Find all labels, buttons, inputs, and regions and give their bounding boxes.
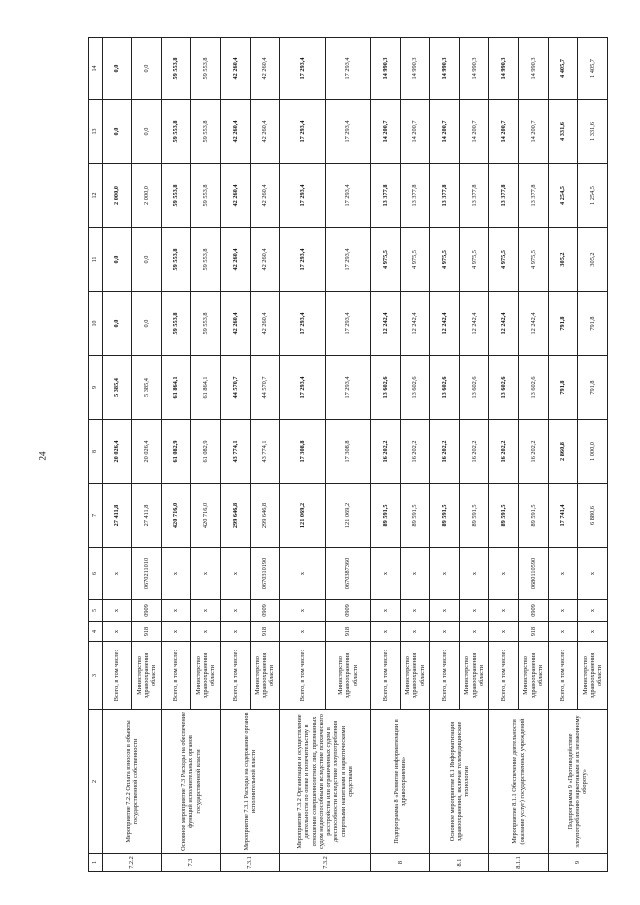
section-code: 0909: [519, 600, 549, 622]
target-article: x: [459, 548, 489, 600]
amount-cell: 4 975,5: [459, 228, 489, 292]
amount-cell: 0,0: [102, 228, 132, 292]
target-article: x: [430, 548, 460, 600]
amount-cell: 12 242,4: [400, 292, 430, 356]
amount-cell: 4 405,7: [548, 38, 578, 100]
row-name: Мероприятие 7.3.2 Организация и осуществление деятельности по опеке и попечительству в отношении совершеннолетних лиц, признанных судом недееспособными вследствие психического расстройства или ограниченных судом в дееспособности вследствие злоупотребления спиртными напитками и наркотическими средствами: [280, 710, 371, 854]
target-article: x: [578, 548, 608, 600]
executor: Всего, в том числе:: [371, 642, 401, 710]
amount-cell: 14 990,3: [430, 38, 460, 100]
amount-cell: 305,2: [578, 228, 608, 292]
amount-cell: 13 602,6: [489, 356, 519, 420]
target-article: x: [280, 548, 326, 600]
amount-cell: 61 864,1: [191, 356, 221, 420]
amount-cell: 14 990,3: [459, 38, 489, 100]
row-code: 7.3.2: [280, 854, 371, 872]
amount-cell: 4 975,5: [519, 228, 549, 292]
row-code: 7.2.2: [102, 854, 161, 872]
amount-cell: 13 377,8: [400, 164, 430, 228]
grbs-code: 918: [519, 622, 549, 642]
section-code: 0909: [325, 600, 371, 622]
grbs-code: x: [191, 622, 221, 642]
amount-cell: 4 975,5: [489, 228, 519, 292]
section-code: x: [459, 600, 489, 622]
target-article: 0670310190: [250, 548, 280, 600]
table-row: [430, 38, 460, 872]
section-code: x: [400, 600, 430, 622]
target-article: x: [191, 548, 221, 600]
amount-cell: 89 591,5: [489, 484, 519, 548]
amount-cell: 16 202,2: [400, 420, 430, 484]
amount-cell: 13 377,8: [459, 164, 489, 228]
amount-cell: 12 242,4: [371, 292, 401, 356]
amount-cell: 43 774,1: [220, 420, 250, 484]
amount-cell: 2 000,0: [132, 164, 162, 228]
amount-cell: 121 069,2: [280, 484, 326, 548]
amount-cell: 121 069,2: [325, 484, 371, 548]
section-code: x: [430, 600, 460, 622]
executor: Министерство здравоохранения области: [400, 642, 430, 710]
amount-cell: 16 202,2: [430, 420, 460, 484]
amount-cell: 2 000,0: [102, 164, 132, 228]
amount-cell: 42 260,4: [250, 292, 280, 356]
amount-cell: 299 646,8: [220, 484, 250, 548]
executor: Министерство здравоохранения области: [578, 642, 608, 710]
amount-cell: 5 385,4: [132, 356, 162, 420]
amount-cell: 0,0: [132, 228, 162, 292]
amount-cell: 0,0: [132, 38, 162, 100]
column-number: 11: [89, 228, 103, 292]
amount-cell: 13 377,8: [371, 164, 401, 228]
executor: Министерство здравоохранения области: [132, 642, 162, 710]
column-number: 10: [89, 292, 103, 356]
amount-cell: 16 202,2: [489, 420, 519, 484]
amount-cell: 20 026,4: [102, 420, 132, 484]
amount-cell: 17 308,8: [280, 420, 326, 484]
amount-cell: 17 293,4: [280, 100, 326, 164]
executor: Всего, в том числе:: [161, 642, 191, 710]
amount-cell: 5 385,4: [102, 356, 132, 420]
amount-cell: 27 411,8: [102, 484, 132, 548]
amount-cell: 89 591,5: [459, 484, 489, 548]
amount-cell: 59 553,8: [191, 100, 221, 164]
amount-cell: 14 990,3: [489, 38, 519, 100]
amount-cell: 12 242,4: [459, 292, 489, 356]
executor: Всего, в том числе:: [548, 642, 578, 710]
amount-cell: 17 741,4: [548, 484, 578, 548]
amount-cell: 0,0: [132, 100, 162, 164]
row-code: 8: [371, 854, 430, 872]
grbs-code: x: [489, 622, 519, 642]
amount-cell: 13 377,8: [519, 164, 549, 228]
executor: Министерство здравоохранения области: [459, 642, 489, 710]
rotated-table-container: [88, 38, 608, 872]
amount-cell: 4 254,5: [548, 164, 578, 228]
budget-table: [88, 37, 608, 872]
amount-cell: 42 260,4: [220, 38, 250, 100]
table-row: [489, 38, 519, 872]
row-name: Подпрограмма 8 «Развитие информатизации в здравоохранении»: [371, 710, 430, 854]
amount-cell: 305,2: [548, 228, 578, 292]
column-number: 13: [89, 100, 103, 164]
amount-cell: 44 570,7: [220, 356, 250, 420]
grbs-code: x: [430, 622, 460, 642]
amount-cell: 1 405,7: [578, 38, 608, 100]
amount-cell: 791,8: [578, 356, 608, 420]
table-row: [220, 38, 250, 872]
column-number: 1: [89, 854, 103, 872]
amount-cell: 420 716,0: [191, 484, 221, 548]
amount-cell: 17 293,4: [280, 356, 326, 420]
amount-cell: 42 260,4: [250, 38, 280, 100]
executor: Министерство здравоохранения области: [325, 642, 371, 710]
amount-cell: 17 293,4: [280, 228, 326, 292]
amount-cell: 13 602,6: [371, 356, 401, 420]
amount-cell: 4 975,5: [400, 228, 430, 292]
amount-cell: 4 975,5: [371, 228, 401, 292]
grbs-code: x: [578, 622, 608, 642]
column-number-row: [89, 38, 103, 872]
column-number: 8: [89, 420, 103, 484]
amount-cell: 14 990,3: [400, 38, 430, 100]
amount-cell: 0,0: [102, 38, 132, 100]
amount-cell: 59 553,8: [161, 292, 191, 356]
amount-cell: 14 200,7: [400, 100, 430, 164]
amount-cell: 12 242,4: [519, 292, 549, 356]
amount-cell: 791,8: [578, 292, 608, 356]
table-row: [548, 38, 578, 872]
row-code: 9: [548, 854, 607, 872]
amount-cell: 13 377,8: [430, 164, 460, 228]
grbs-code: x: [400, 622, 430, 642]
amount-cell: 59 553,8: [191, 38, 221, 100]
amount-cell: 1 000,0: [578, 420, 608, 484]
target-article: x: [102, 548, 132, 600]
executor: Всего, в том числе:: [280, 642, 326, 710]
section-code: x: [102, 600, 132, 622]
page-number: 24: [37, 451, 48, 461]
row-name: Подпрограмма 9 «Противодействие злоупотреблению наркотиками и их незаконному обороту»: [548, 710, 607, 854]
amount-cell: 16 202,2: [459, 420, 489, 484]
grbs-code: x: [280, 622, 326, 642]
target-article: 0680110590: [519, 548, 549, 600]
executor: Всего, в том числе:: [430, 642, 460, 710]
amount-cell: 89 591,5: [400, 484, 430, 548]
grbs-code: x: [102, 622, 132, 642]
amount-cell: 89 591,5: [430, 484, 460, 548]
table-row: [371, 38, 401, 872]
amount-cell: 42 260,4: [250, 228, 280, 292]
amount-cell: 61 864,1: [161, 356, 191, 420]
amount-cell: 89 591,5: [519, 484, 549, 548]
column-number: 4: [89, 622, 103, 642]
grbs-code: x: [220, 622, 250, 642]
amount-cell: 42 260,4: [220, 100, 250, 164]
executor: Министерство здравоохранения области: [250, 642, 280, 710]
amount-cell: 12 242,4: [489, 292, 519, 356]
row-code: 8.1: [430, 854, 489, 872]
amount-cell: 12 242,4: [430, 292, 460, 356]
amount-cell: 42 260,4: [220, 292, 250, 356]
section-code: 0909: [250, 600, 280, 622]
row-name: Мероприятие 7.2.2 Оплата взносов в объекты государственной собственности: [102, 710, 161, 854]
column-number: 5: [89, 600, 103, 622]
section-code: x: [280, 600, 326, 622]
amount-cell: 0,0: [132, 292, 162, 356]
amount-cell: 13 602,6: [430, 356, 460, 420]
grbs-code: x: [371, 622, 401, 642]
amount-cell: 17 293,4: [325, 164, 371, 228]
section-code: 0909: [132, 600, 162, 622]
column-number: 14: [89, 38, 103, 100]
table-row: [161, 38, 191, 872]
executor: Всего, в том числе:: [489, 642, 519, 710]
amount-cell: 299 646,8: [250, 484, 280, 548]
row-code: 7.3.1: [220, 854, 279, 872]
amount-cell: 420 716,0: [161, 484, 191, 548]
amount-cell: 59 553,8: [161, 228, 191, 292]
amount-cell: 59 553,8: [191, 228, 221, 292]
row-code: 7.3: [161, 854, 220, 872]
target-article: x: [371, 548, 401, 600]
amount-cell: 791,8: [548, 292, 578, 356]
column-number: 2: [89, 710, 103, 854]
amount-cell: 1 331,6: [578, 100, 608, 164]
amount-cell: 17 293,4: [325, 100, 371, 164]
row-name: Основное мероприятие 7.3 Расходы на обеспечение функций исполнительных органов государственной власти: [161, 710, 220, 854]
amount-cell: 59 553,8: [161, 164, 191, 228]
target-article: 0670211010: [132, 548, 162, 600]
column-number: 7: [89, 484, 103, 548]
section-code: x: [548, 600, 578, 622]
amount-cell: 17 308,8: [325, 420, 371, 484]
amount-cell: 14 200,7: [459, 100, 489, 164]
table-row: [280, 38, 326, 872]
amount-cell: 42 260,4: [250, 164, 280, 228]
amount-cell: 14 200,7: [519, 100, 549, 164]
row-name: Мероприятие 8.1.1 Обеспечение деятельности (оказание услуг) государственных учреждений: [489, 710, 548, 854]
table-row: [102, 38, 132, 872]
row-name: Основное мероприятие 8.1 Информатизация здравоохранения, включая телемедицинские технологии: [430, 710, 489, 854]
amount-cell: 14 990,3: [371, 38, 401, 100]
amount-cell: 4 975,5: [430, 228, 460, 292]
amount-cell: 20 026,4: [132, 420, 162, 484]
amount-cell: 4 331,6: [548, 100, 578, 164]
target-article: x: [220, 548, 250, 600]
grbs-code: 918: [132, 622, 162, 642]
executor: Всего, в том числе:: [102, 642, 132, 710]
amount-cell: 17 293,4: [280, 38, 326, 100]
executor: Министерство здравоохранения области: [191, 642, 221, 710]
amount-cell: 42 260,4: [220, 164, 250, 228]
section-code: x: [578, 600, 608, 622]
amount-cell: 44 570,7: [250, 356, 280, 420]
executor: Министерство здравоохранения области: [519, 642, 549, 710]
amount-cell: 14 200,7: [430, 100, 460, 164]
grbs-code: 918: [250, 622, 280, 642]
target-article: 0670387360: [325, 548, 371, 600]
amount-cell: 43 774,1: [250, 420, 280, 484]
section-code: x: [220, 600, 250, 622]
amount-cell: 2 860,8: [548, 420, 578, 484]
section-code: x: [161, 600, 191, 622]
amount-cell: 27 411,8: [132, 484, 162, 548]
amount-cell: 59 553,8: [161, 38, 191, 100]
amount-cell: 0,0: [102, 100, 132, 164]
amount-cell: 61 082,9: [191, 420, 221, 484]
grbs-code: x: [548, 622, 578, 642]
row-code: 8.1.1: [489, 854, 548, 872]
amount-cell: 17 293,4: [325, 38, 371, 100]
target-article: x: [489, 548, 519, 600]
target-article: x: [161, 548, 191, 600]
section-code: x: [489, 600, 519, 622]
amount-cell: 17 293,4: [280, 292, 326, 356]
amount-cell: 13 602,6: [519, 356, 549, 420]
amount-cell: 14 200,7: [371, 100, 401, 164]
target-article: x: [400, 548, 430, 600]
amount-cell: 59 553,8: [161, 100, 191, 164]
amount-cell: 59 553,8: [191, 164, 221, 228]
amount-cell: 17 293,4: [325, 228, 371, 292]
amount-cell: 6 880,6: [578, 484, 608, 548]
amount-cell: 14 990,3: [519, 38, 549, 100]
amount-cell: 42 260,4: [250, 100, 280, 164]
row-name: Мероприятие 7.3.1 Расходы на содержание органов исполнительной власти: [220, 710, 279, 854]
column-number: 3: [89, 642, 103, 710]
amount-cell: 61 082,9: [161, 420, 191, 484]
amount-cell: 17 293,4: [325, 292, 371, 356]
amount-cell: 13 602,6: [459, 356, 489, 420]
column-number: 6: [89, 548, 103, 600]
amount-cell: 16 202,2: [519, 420, 549, 484]
amount-cell: 89 591,5: [371, 484, 401, 548]
grbs-code: 918: [325, 622, 371, 642]
amount-cell: 17 293,4: [280, 164, 326, 228]
column-number: 12: [89, 164, 103, 228]
amount-cell: 59 553,8: [191, 292, 221, 356]
amount-cell: 17 293,4: [325, 356, 371, 420]
amount-cell: 1 254,5: [578, 164, 608, 228]
target-article: x: [548, 548, 578, 600]
column-number: 9: [89, 356, 103, 420]
grbs-code: x: [161, 622, 191, 642]
section-code: x: [191, 600, 221, 622]
amount-cell: 13 602,6: [400, 356, 430, 420]
amount-cell: 13 377,8: [489, 164, 519, 228]
amount-cell: 14 200,7: [489, 100, 519, 164]
grbs-code: x: [459, 622, 489, 642]
amount-cell: 16 202,2: [371, 420, 401, 484]
section-code: x: [371, 600, 401, 622]
amount-cell: 791,8: [548, 356, 578, 420]
amount-cell: 0,0: [102, 292, 132, 356]
executor: Всего, в том числе:: [220, 642, 250, 710]
amount-cell: 42 260,4: [220, 228, 250, 292]
